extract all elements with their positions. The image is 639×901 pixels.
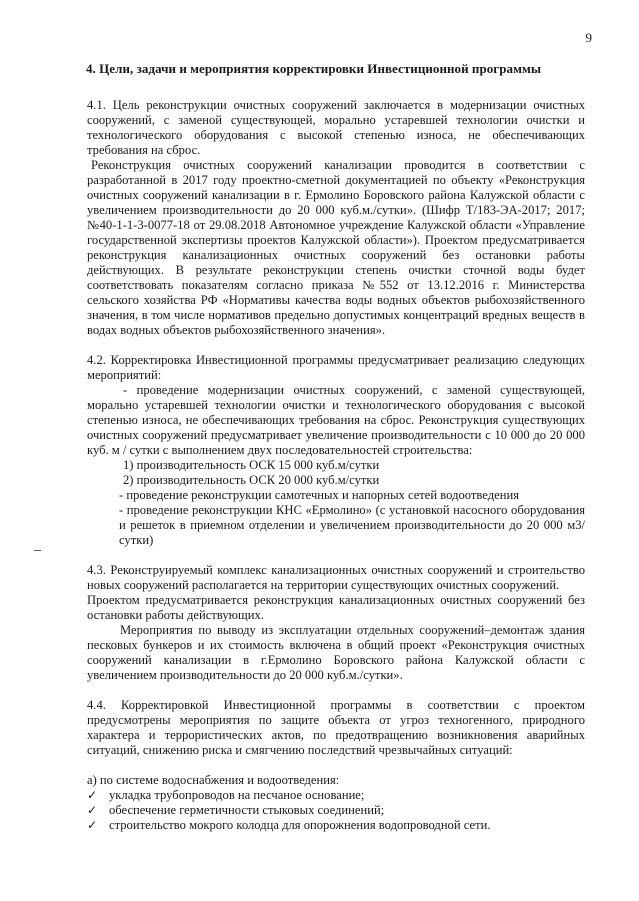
check-list-item [87,818,585,833]
paragraph-4-3-project: Проектом предусматривается реконструкция канализационных очистных сооружений без остановки работы действующих. [87,593,585,622]
check-list [87,788,585,833]
paragraph-4-1-reconstruction: Реконструкция очистных сооружений канализации проводится в соответствии с разработанной в 2017 году проектно-сметной документацией по объекту «Реконструкция очистных сооружений канализации в г. Ермолино Боровского района Калужской области с увеличением производительности до 20 000 куб.м./сутки». (Шифр Т/183-ЭА-2017; 2017; №40-1-1-3-0077-18 от 29.08.2018 Автономное учреждение Калужской области «Управление государственной экспертизы проектов Калужской области»). Проектом предусматривается реконструкция канализационных очистных сооружений без остановки работы действующих. В результате реконструкции степень очистки сточной воды будет соответствовать показателям согласно приказа №552 от 13.12.2016 г. Министерства сельского хозяйства РФ «Нормативы качества воды водных объектов рыбохозяйственного значения, в том числе нормативов предельно допустимых концентраций вредных веществ в водах водных объектов рыбохозяйственного значения». [87,158,585,337]
list-item-stage-1: 1) производительность ОСК 15 000 куб.м/сутки [123,458,380,472]
section-heading: 4. Цели, задачи и мероприятия корректировки Инвестиционной программы [86,61,542,76]
check-item-text: укладка трубопроводов на песчаное основание; [109,788,365,802]
paragraph-4-2-intro: 4.2. Корректировка Инвестиционной программы предусматривает реализацию следующих мероприятий: [87,353,585,382]
document-body [87,98,585,833]
paragraph-4-3-measures: Мероприятия по выводу из эксплуатации отдельных сооружений–демонтаж здания песковых бункеров и их стоимость включена в общий проект «Реконструкция очистных сооружений канализации в г.Ермолино Боровского района Калужской области с увеличением производительности до 20 000 куб.м./сутки». [87,623,585,682]
check-list-item [87,803,585,818]
paragraph-4-1: 4.1. Цель реконструкции очистных сооружений заключается в модернизации очистных сооружений, с заменой существующей, морально устаревшей технологии очистки и технологического оборудования с высокой степенью износа, не обеспечивающих требования на сброс. [87,98,585,157]
check-item-text: обеспечение герметичности стыковых соединений; [109,803,385,817]
checkmark-icon: ✓ [87,788,98,802]
page-number: 9 [585,30,592,45]
paragraph-4-2-modernization: - проведение модернизации очистных сооружений, с заменой существующей, морально устаревшей технологии очистки и технологического оборудования с высокой степенью износа, не обеспечивающих требования на сброс. Реконструкция существующих очистных сооружений предусматривает увеличение производительности с 10 000 до 20 000 куб. м / сутки с выполнением двух последовательностей строительства: [87,383,585,457]
margin-mark [34,550,41,551]
paragraph-4-4-sub-a: а) по системе водоснабжения и водоотведения: [87,773,340,787]
list-item-stage-2: 2) производительность ОСК 20 000 куб.м/сутки [123,473,380,487]
paragraph-4-3: 4.3. Реконструируемый комплекс канализационных очистных сооружений и строительство новых сооружений располагается на территории существующих очистных сооружений. [87,563,585,592]
checkmark-icon: ✓ [87,818,98,832]
list-item-networks: - проведение реконструкции самотечных и напорных сетей водоотведения [119,488,519,502]
check-item-text: строительство мокрого колодца для опорожнения водопроводной сети. [109,818,491,832]
paragraph-4-4: 4.4. Корректировкой Инвестиционной программы в соответствии с проектом предусмотрены мероприятия по защите объекта от угроз техногенного, природного характера и террористических актов, по предотвращению возникновения аварийных ситуаций, снижению риска и смягчению последствий чрезвычайных ситуаций: [87,698,585,757]
checkmark-icon: ✓ [87,803,98,817]
list-item-kns: - проведение реконструкции КНС «Ермолино» (с установкой насосного оборудования и решеток в приемном отделении и увеличением производительности до 20 000 м3/сутки) [119,503,585,547]
check-list-item [87,788,585,803]
